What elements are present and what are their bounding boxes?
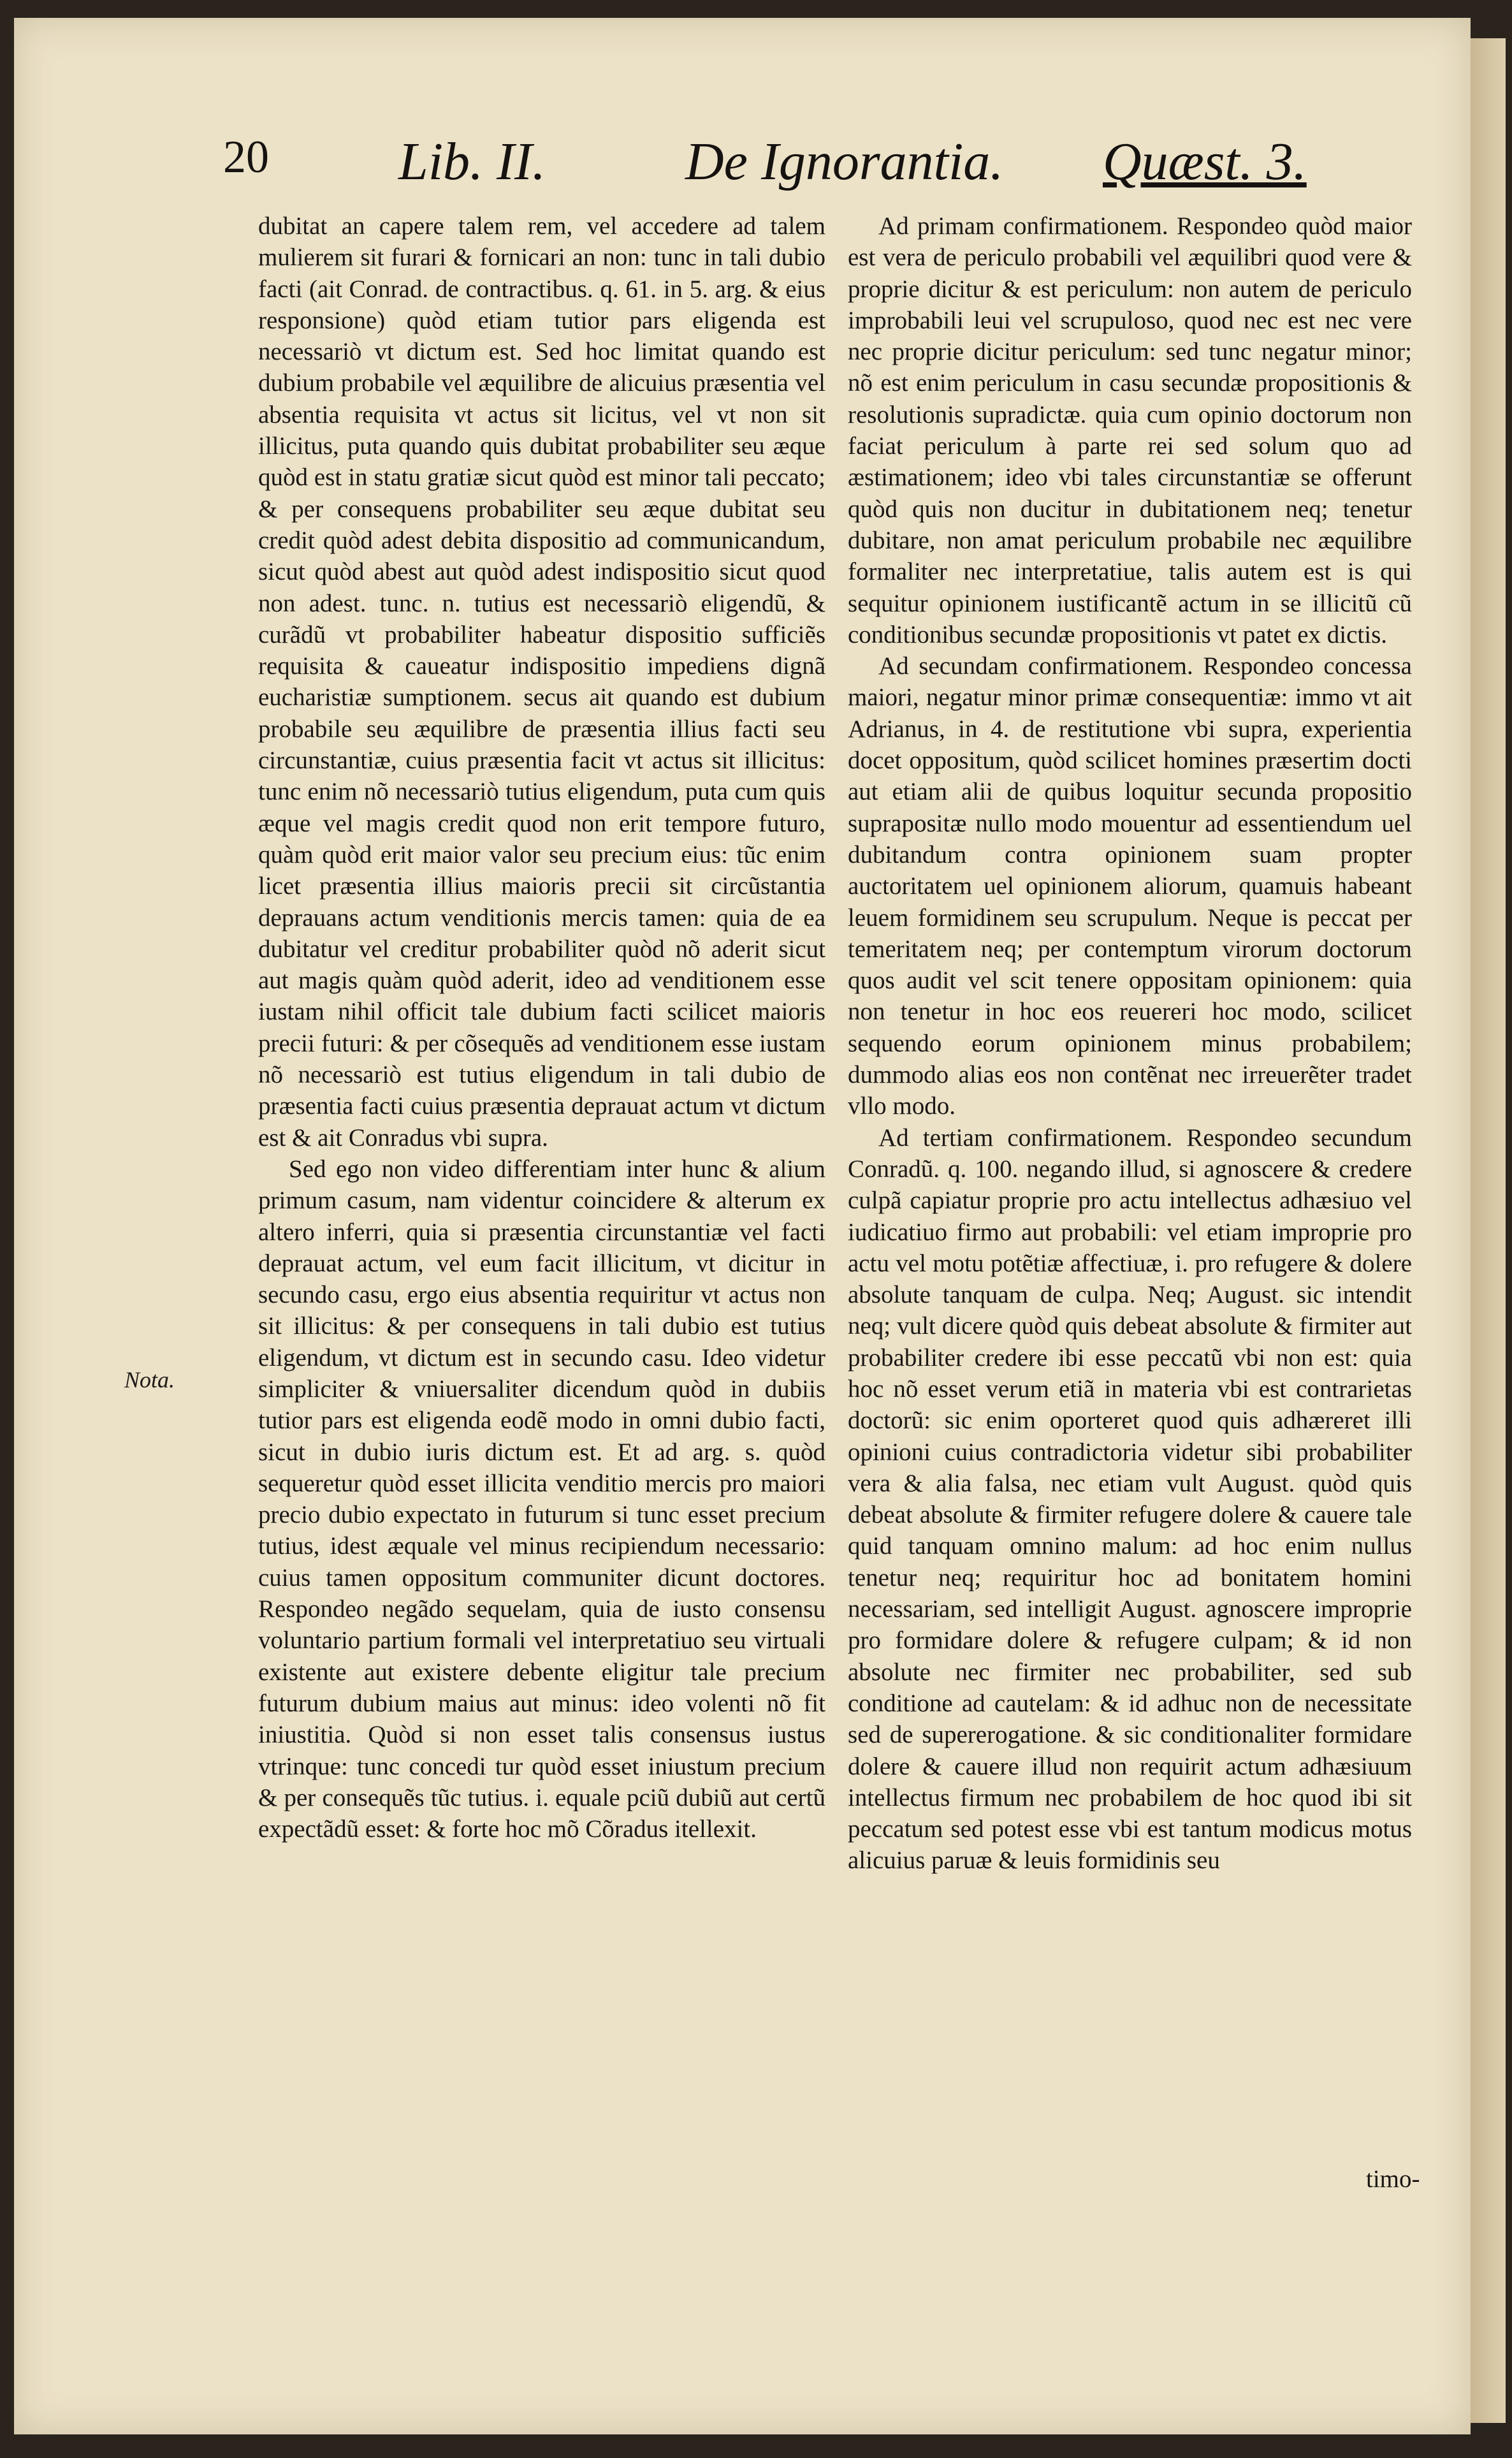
paragraph: Ad primam confirmationem. Respondeo quòd maior est vera de periculo probabili vel æquilibri quod vere & proprie dicitur & est periculum: non autem de periculo improbabili leui vel scrupuloso, quod nec est nec vere nec proprie dicitur periculum: sed tunc negatur minor; nõ est enim periculum in casu secundæ propositionis & resolutionis supradictæ. quia cum opinio doctorum non faciat periculum à parte rei sed solum quo ad æstimationem; ideo vbi tales circunstantiæ se offerunt quòd quis non ducitur in dubitationem neq; tenetur dubitare, non amat periculum probabile nec æquilibre formaliter nec interpretatiue, talis autem est is qui sequitur opinionem iustificantẽ actum in se illicitũ cũ conditionibus secundæ propositionis vt patet ex dictis. <box>848 212 1412 648</box>
paragraph: Ad tertiam confirmationem. Respondeo secundum Conradũ. q. 100. negando illud, si agnoscere & credere culpã capiatur proprie pro actu intellectus adhæsiuo vel iudicatiuo firmo aut probabili: vel etiam improprie pro actu vel motu potẽtiæ affectiuæ, i. pro refugere & dolere absolute tanquam de culpa. Neq; August. sic intendit neq; vult dicere quòd quis debeat absolute & firmiter aut probabiliter credere ibi esse peccatũ vbi non est: quia hoc nõ esset verum etiã in materia vbi est contrarietas doctorũ: sic enim oporteret quod quis adhæreret illi opinioni cuius contradictoria videtur sibi probabiliter vera & alia falsa, nec etiam vult August. quòd quis debeat absolute & firmiter refugere dolere & cauere tale quid tanquam omnino malum: ad hoc enim nullus tenetur neq; requiritur hoc ad bonitatem homini necessariam, sed intelligit August. agnoscere improprie pro formidare dolere & refugere culpam; & id non absolute nec firmiter nec probabiliter, sed sub conditione ad cautelam: & id adhuc non de necessitate sed de supererogatione. & sic conditionaliter formidare dolere & cauere illud non requirit actum adhæsiuum intellectus firmum nec probabilem de hoc quod ibi sit peccatum sed potest esse vbi est tantum modicus motus alicuius paruæ & leuis formidinis seu <box>848 1123 1412 1875</box>
left-column <box>258 210 825 1845</box>
running-header <box>0 131 1512 207</box>
facing-page-edge <box>1471 38 1506 2423</box>
right-column <box>848 210 1412 1876</box>
catchword: timo- <box>1366 2165 1420 2193</box>
book-label: Lib. II. <box>398 132 546 191</box>
paragraph: Ad secundam confirmationem. Respondeo concessa maiori, negatur minor primæ consequentiæ: immo vt ait Adrianus, in 4. de restitutione vbi supra, experientia docet oppositum, quòd scilicet homines præsertim docti aut etiam alii de quibus loquitur secunda propositio suprapositæ nullo modo mouentur ad essentiendum uel dubitandum contra opinionem suam propter auctoritatem uel opinionem aliorum, quamuis habeant leuem formidinem seu scrupulum. Neque is peccat per temeritatem neq; per contemptum virorum doctorum quos audit vel scit tenere oppositam opinionem: quia non tenetur in hoc eos reuereri hoc modo, scilicet sequendo eorum opinionem minus probabilem; dummodo alias eos non contẽnat nec irreuerẽter tradet vllo modo. <box>848 652 1412 1120</box>
page-title: De Ignorantia. <box>685 132 1004 191</box>
page-number: 20 <box>223 131 269 182</box>
margin-note: Nota. <box>124 1367 175 1393</box>
paragraph: Sed ego non video differentiam inter hunc & alium primum casum, nam videntur coincidere & alterum ex altero inferri, quia si præsentia circunstantiæ vel facti deprauat actum, vel eum facit illicitum, vt dicitur in secundo casu, ergo eius absentia requiritur vt actus non sit illicitus: & per consequens in tali dubio est tutius eligendum, vt dictum est in secundo casu. Ideo videtur simpliciter & vniuersaliter dicendum quòd in dubiis tutior pars est eligenda eodẽ modo in omni dubio facti, sicut in dubio iuris dictum est. Et ad arg. s. quòd sequeretur quòd esset illicita venditio mercis pro maiori precio dubio expectato in futurum si tunc esset precium tutius, idest æquale vel minus recipiendum necessario: cuius tamen oppositum communiter dicunt doctores. Respondeo negãdo sequelam, quia de iusto consensu voluntario partium formali vel interpretatiuo seu virtuali existente aut existere debente eligitur tale precium futurum dubium maius aut minus: ideo volenti nõ fit iniustitia. Quòd si non esset talis consensus iustus vtrinque: tunc concedi tur quòd esset iniustum precium & per consequẽs tũc tutius. i. equale pciũ dubiũ aut certũ expectãdũ esset: & forte hoc mõ Cõradus itellexit. <box>258 1155 825 1843</box>
question-label: Quæst. 3. <box>1103 132 1307 191</box>
paragraph: dubitat an capere talem rem, vel accedere ad talem mulierem sit furari & fornicari an non: tunc in tali dubio facti (ait Conrad. de contractibus. q. 61. in 5. arg. & eius responsione) quòd etiam tutior pars eligenda est necessariò vt dictum est. Sed hoc limitat quando est dubium probabile vel æquilibre de alicuius præsentia vel absentia requisita vt actus sit licitus, vel vt non sit illicitus, puta quando quis dubitat probabiliter seu æque quòd est in statu gratiæ sicut quòd est minor tali peccato; & per consequens probabiliter seu æque dubitat seu credit quòd adest debita dispositio ad communicandum, sicut quòd abest aut quòd adest indispositio sicut quod non adest. tunc. n. tutius est necessariò eligendũ, & curãdũ vt probabiliter habeatur dispositio sufficiẽs requisita & caueatur indispositio impediens dignã eucharistiæ sumptionem. secus ait quando est dubium probabile seu æquilibre de præsentia illius facti seu circunstantiæ, cuius præsentia facit vt actus sit illicitus: tunc enim nõ necessariò tutius eligendum, puta cum quis æque vel magis credit quod non erit tempore futuro, quàm quòd erit maior valor seu precium eius: tũc enim licet præsentia illius maioris precii sit circũstantia deprauans actum venditionis mercis tamen: quia de ea dubitatur vel creditur probabiliter quòd nõ aderit sicut aut magis quàm quòd aderit, ideo ad venditionem esse iustam nihil officit tale dubium facti scilicet maioris precii futuri: & per cõsequẽs ad venditionem esse iustam nõ necessariò est tutius eligendum in tali dubio de præsentia facti cuius præsentia deprauat actum vt dictum est & ait Conradus vbi supra. <box>258 212 825 1152</box>
